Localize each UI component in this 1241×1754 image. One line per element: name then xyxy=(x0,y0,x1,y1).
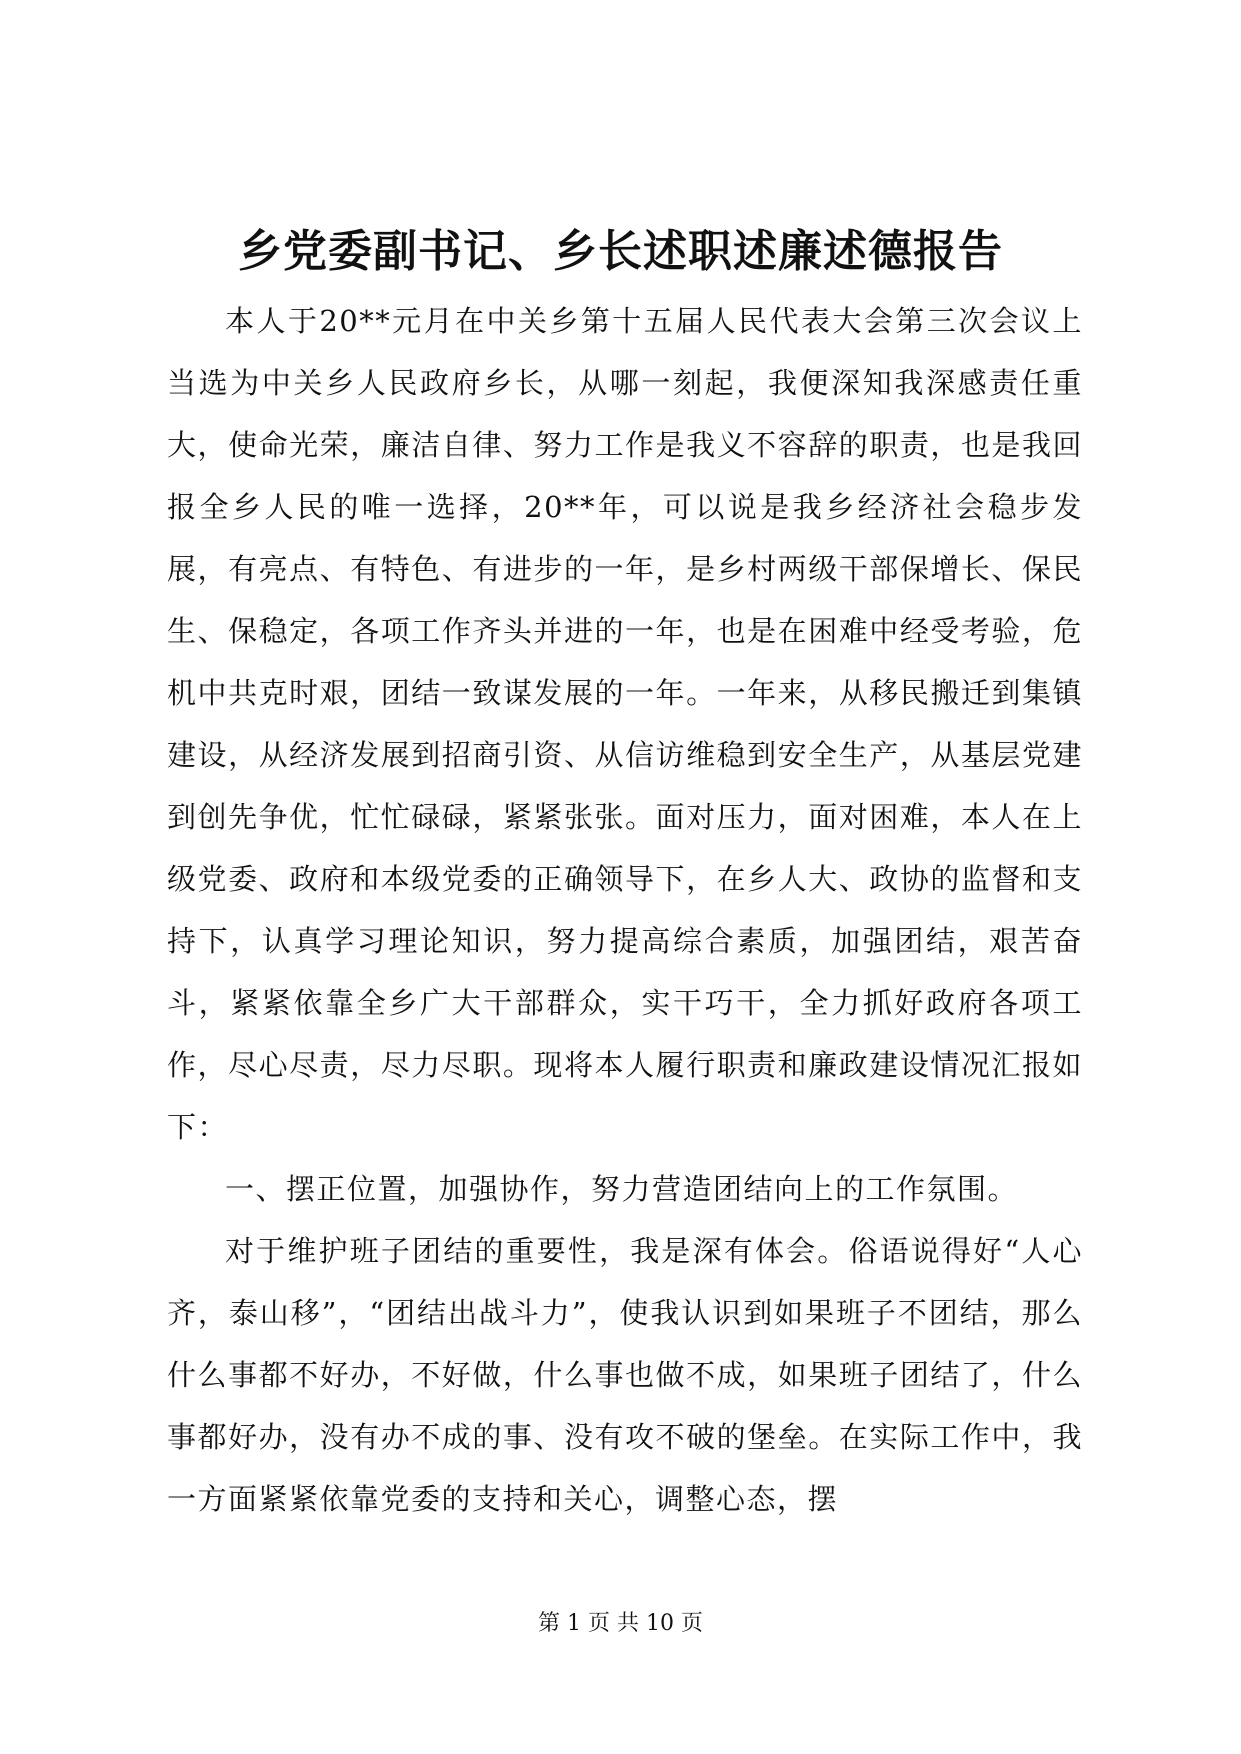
intro-paragraph: 本人于20**元月在中关乡第十五届人民代表大会第三次会议上当选为中关乡人民政府乡长，从哪一刻起，我便深知我深感责任重大，使命光荣，廉洁自律、努力工作是我义不容辞的职责，也是我回报全乡人民的唯一选择，20**年，可以说是我乡经济社会稳步发展，有亮点、有特色、有进步的一年，是乡村两级干部保增长、保民生、保稳定，各项工作齐头并进的一年，也是在困难中经受考验，危机中共克时艰，团结一致谋发展的一年。一年来，从移民搬迁到集镇建设，从经济发展到招商引资、从信访维稳到安全生产，从基层党建到创先争优，忙忙碌碌，紧紧张张。面对压力，面对困难，本人在上级党委、政府和本级党委的正确领导下，在乡人大、政协的监督和支持下，认真学习理论知识，努力提高综合素质，加强团结，艰苦奋斗，紧紧依靠全乡广大干部群众，实干巧干，全力抓好政府各项工作，尽心尽责，尽力尽职。现将本人履行职责和廉政建设情况汇报如下： xyxy=(167,304,1083,1144)
page-number-footer: 第 1 页 共 10 页 xyxy=(538,1611,703,1636)
document-body xyxy=(167,290,1083,1530)
document-title: 乡党委副书记、乡长述职述廉述德报告 xyxy=(238,226,1003,277)
section-heading-1: 一、摆正位置，加强协作，努力营造团结向上的工作氛围。 xyxy=(225,1172,1019,1206)
section-1-paragraph: 对于维护班子团结的重要性，我是深有体会。俗语说得好“人心齐，泰山移”，“团结出战斗力”，使我认识到如果班子不团结，那么什么事都不好办，不好做，什么事也做不成，如果班子团结了，什么事都好办，没有办不成的事、没有攻不破的堡垒。在实际工作中，我一方面紧紧依靠党委的支持和关心，调整心态，摆 xyxy=(167,1234,1083,1516)
